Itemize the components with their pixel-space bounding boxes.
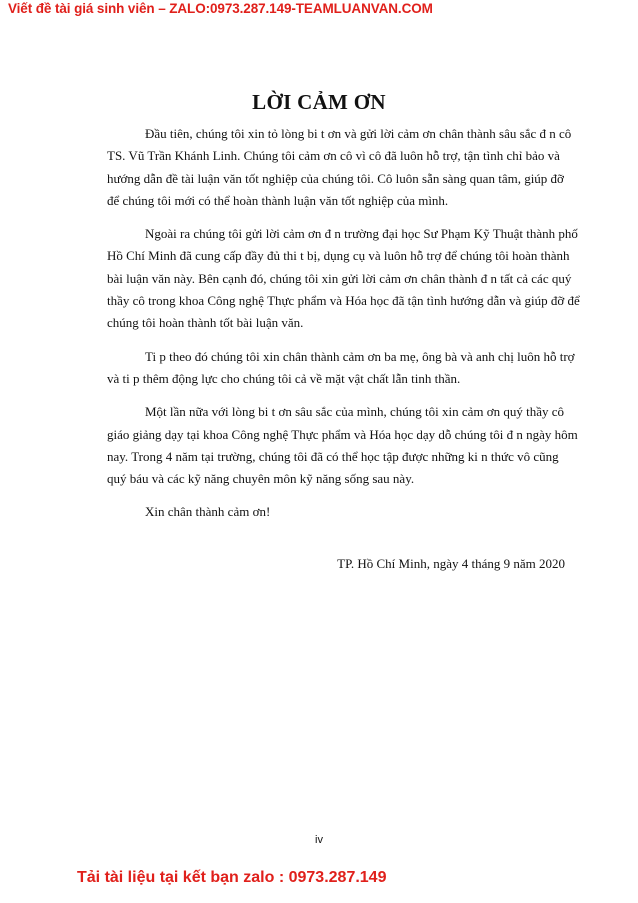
text-line: Ngoài ra chúng tôi gửi lời cảm ơn đ n trường đại học Sư Phạm Kỹ Thuật thành phố [145,226,578,242]
footer-banner[interactable]: Tải tài liệu tại kết bạn zalo : 0973.287.149 [77,869,387,886]
paragraph-1 [107,123,585,212]
text-line: thầy cô trong khoa Công nghệ Thực phẩm và Hóa học đã tận tình hướng dẫn và giúp đỡ để [107,293,580,309]
text-line: Ti p theo đó chúng tôi xin chân thành cảm ơn ba mẹ, ông bà và anh chị luôn hỗ trợ [145,348,575,364]
closing-text: Xin chân thành cảm ơn! [145,504,271,520]
paragraph-2 [107,223,585,334]
document-body [107,123,585,535]
text-line: Một lần nữa với lòng bi t ơn sâu sắc của mình, chúng tôi xin cảm ơn quý thầy cô [145,404,565,420]
text-line: giáo giảng dạy tại khoa Công nghệ Thực phẩm và Hóa học dạy dỗ chúng tôi đ n ngày hôm [107,426,578,442]
paragraph-3 [107,346,585,391]
closing-line [107,501,585,523]
text-line: Hồ Chí Minh đã cung cấp đầy đủ thi t bị, dụng cụ và luôn hỗ trợ để chúng tôi hoàn thành [107,248,570,264]
paragraph-4 [107,401,585,490]
text-line: bài luận văn này. Bên cạnh đó, chúng tôi xin gửi lời cảm ơn chân thành đ n tất cả các quý [107,270,572,286]
header-banner [8,1,433,16]
document-title: LỜI CẢM ƠN [252,90,386,114]
header-banner-site[interactable]: -TEAMLUANVAN.COM [291,1,433,16]
header-banner-text: Viết đề tài giá sinh viên – [8,1,170,16]
page-number: iv [315,834,323,846]
header-banner-zalo[interactable]: ZALO:0973.287.149 [169,1,292,16]
text-line: TS. Vũ Trần Khánh Linh. Chúng tôi cảm ơn cô vì cô đã luôn hỗ trợ, tận tình chỉ bảo và [107,148,560,164]
text-line: nay. Trong 4 năm tại trường, chúng tôi đã có thể học tập được những ki n thức vô cũng [107,448,559,464]
text-line: chúng tôi hoàn thành tốt bài luận văn. [107,315,304,331]
text-line: hướng dẫn đề tài luận văn tốt nghiệp của chúng tôi. Cô luôn sẵn sàng quan tâm, giúp đỡ [107,170,564,186]
signature-date: TP. Hồ Chí Minh, ngày 4 tháng 9 năm 2020 [337,556,565,571]
text-line: quý báu và các kỹ năng chuyên môn kỹ năng sống sau này. [107,471,415,487]
text-line: để chúng tôi mới có thể hoàn thành luận văn tốt nghiệp của mình. [107,192,449,208]
text-line: Đầu tiên, chúng tôi xin tỏ lòng bi t ơn và gửi lời cảm ơn chân thành sâu sắc đ n cô [145,126,572,141]
text-line: và ti p thêm động lực cho chúng tôi cả về mặt vật chất lẫn tinh thần. [107,370,461,386]
